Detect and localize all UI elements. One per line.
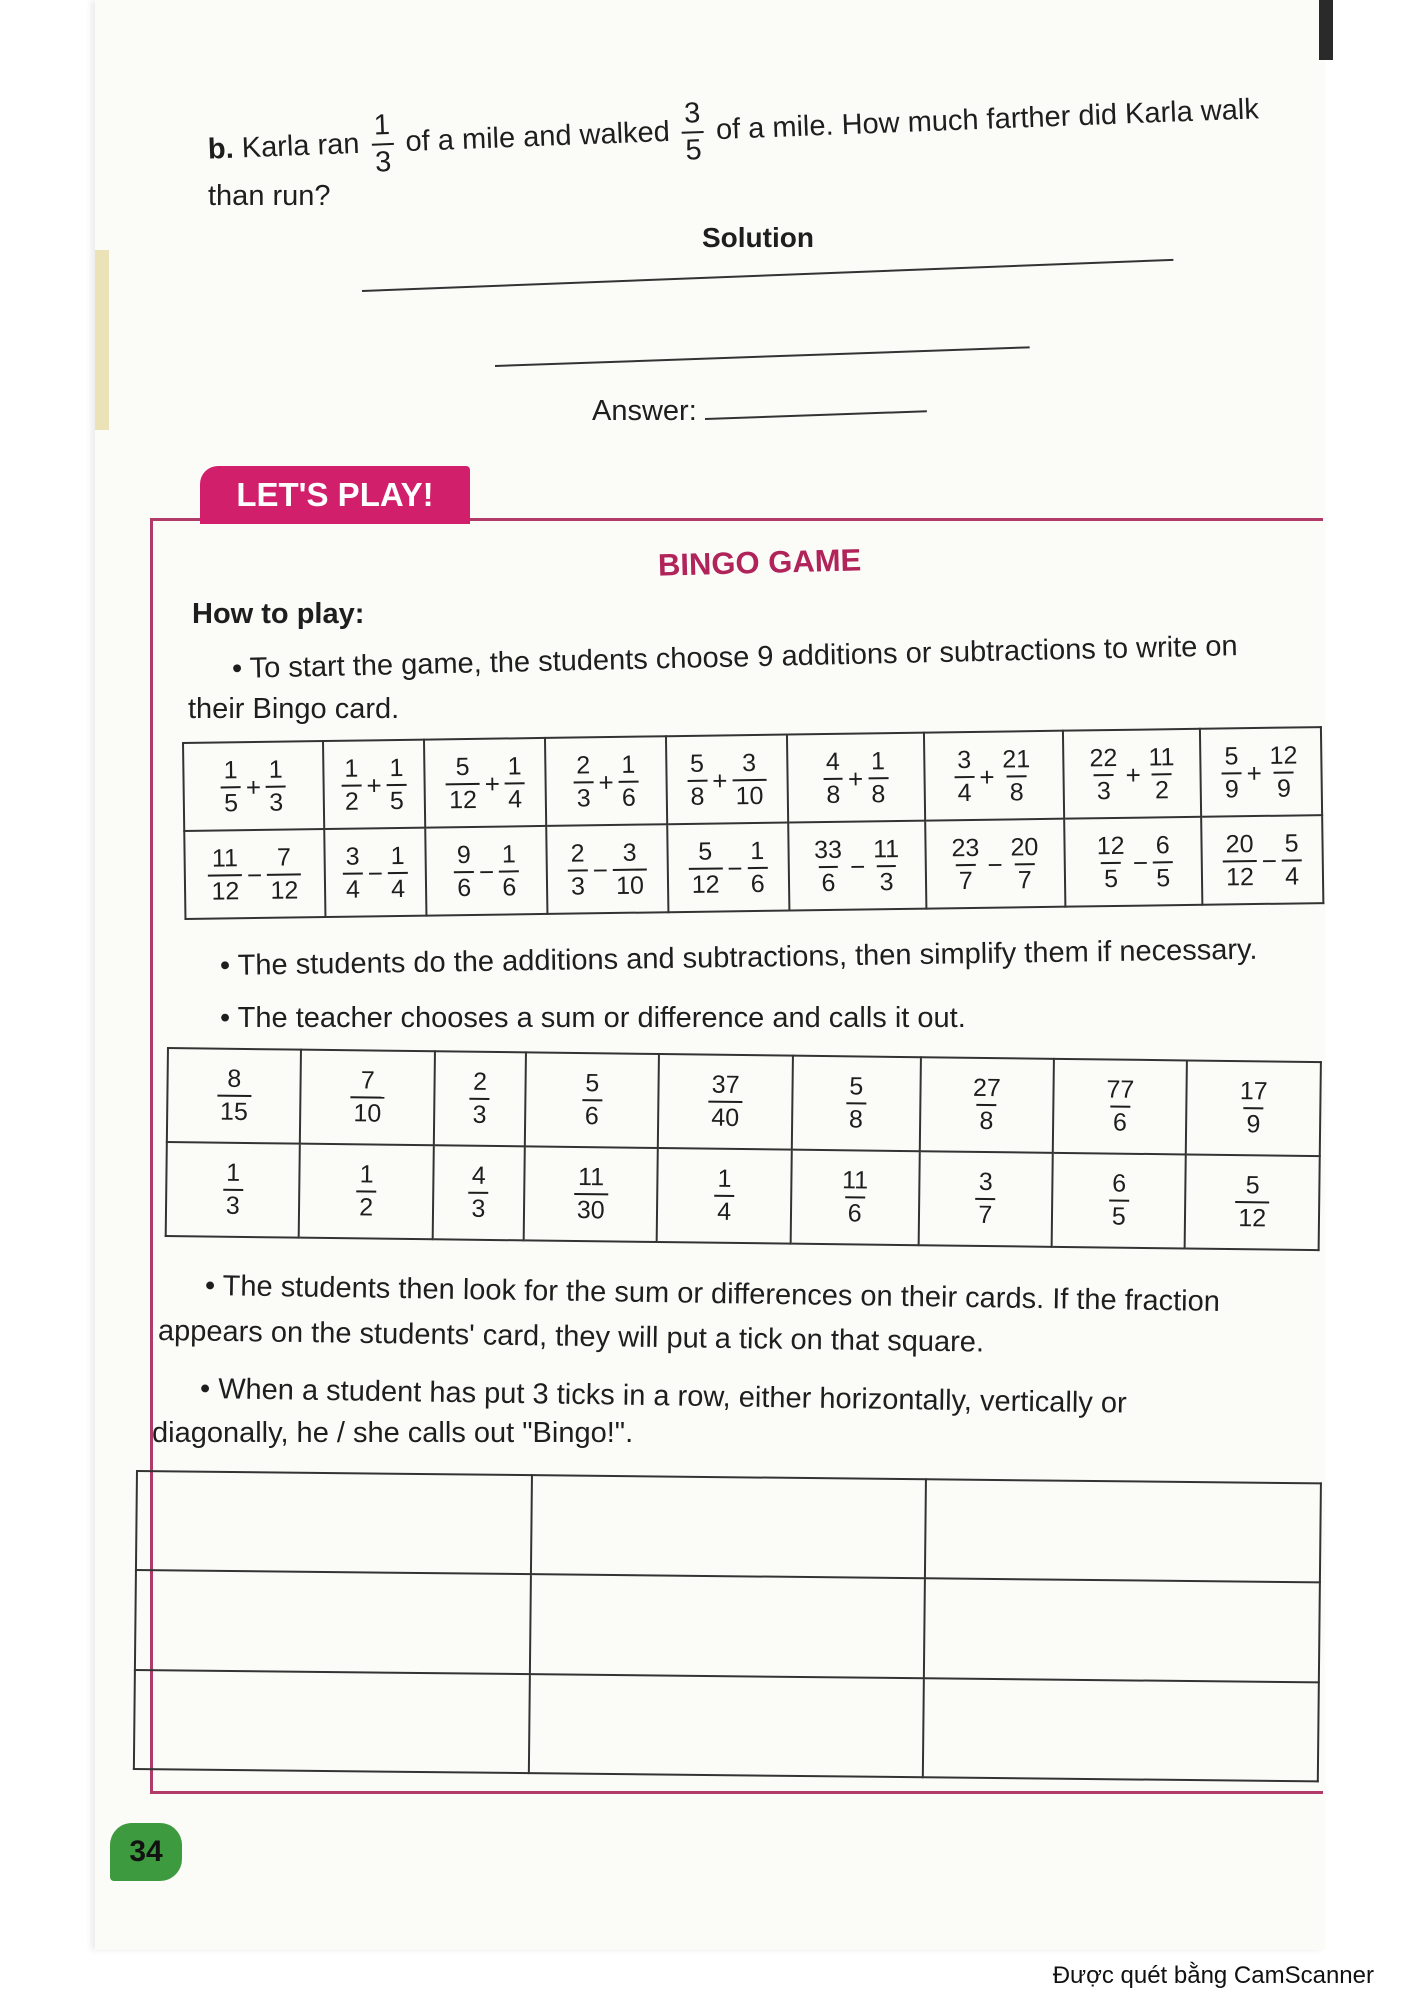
bingo-square[interactable] xyxy=(135,1570,531,1673)
fraction: $\frac{2}{3}$ xyxy=(573,753,594,811)
result-cell xyxy=(300,1050,435,1146)
result-cell xyxy=(525,1052,660,1148)
fraction: $\frac{1}{2}$ xyxy=(341,757,362,815)
operation-cell xyxy=(183,741,324,831)
fraction: $\frac{1}{6}$ xyxy=(618,753,639,811)
fraction: $\frac{3}{10}$ xyxy=(732,751,767,809)
operator: − xyxy=(727,852,743,883)
fraction: $\frac{11}{30}$ xyxy=(574,1165,609,1223)
fraction: $\frac{1}{5}$ xyxy=(221,758,242,816)
step-4-line-1: • The students then look for the sum or differences on their cards. If the fraction xyxy=(204,1270,1221,1318)
fraction: $\frac{5}{12}$ xyxy=(1235,1173,1270,1231)
operation-cell xyxy=(546,824,668,914)
result-cell xyxy=(1186,1060,1321,1156)
question-text-1: Karla ran xyxy=(241,127,360,165)
operator: − xyxy=(849,850,866,882)
fraction: $\frac{1}{3}$ xyxy=(370,111,395,178)
operator: − xyxy=(367,857,384,888)
binding-strip xyxy=(95,250,109,430)
bingo-square[interactable] xyxy=(925,1479,1321,1582)
fraction: $\frac{6}{5}$ xyxy=(1153,833,1174,891)
fraction: $\frac{1}{2}$ xyxy=(356,1162,377,1220)
bingo-square[interactable] xyxy=(136,1471,532,1574)
bingo-square[interactable] xyxy=(529,1674,925,1777)
bingo-square[interactable] xyxy=(134,1670,530,1773)
fraction: $\frac{20}{7}$ xyxy=(1010,833,1039,895)
operator: − xyxy=(1132,847,1149,878)
fraction: $\frac{1}{4}$ xyxy=(505,754,526,812)
bingo-square[interactable] xyxy=(923,1678,1319,1781)
operation-cell xyxy=(1064,817,1202,907)
operation-cell xyxy=(925,819,1066,909)
fraction: $\frac{5}{4}$ xyxy=(1282,831,1303,889)
fraction: $\frac{21}{8}$ xyxy=(1002,745,1031,807)
fraction: $\frac{17}{9}$ xyxy=(1239,1077,1268,1139)
fraction: $\frac{1}{3}$ xyxy=(223,1161,244,1219)
step-1-line-2: their Bingo card. xyxy=(188,693,400,725)
fraction: $\frac{4}{3}$ xyxy=(468,1164,489,1222)
operation-cell xyxy=(1200,727,1322,817)
operation-cell xyxy=(323,740,426,829)
operation-cell xyxy=(786,733,924,823)
fraction: $\frac{11}{2}$ xyxy=(1148,743,1175,805)
fraction: $\frac{9}{6}$ xyxy=(454,843,475,901)
fraction: $\frac{5}{12}$ xyxy=(446,755,481,813)
fraction: $\frac{5}{8}$ xyxy=(687,752,708,810)
fraction: $\frac{1}{3}$ xyxy=(266,758,287,816)
fraction: $\frac{7}{10}$ xyxy=(350,1068,385,1126)
fraction: $\frac{4}{8}$ xyxy=(823,750,844,808)
fraction: $\frac{11}{12}$ xyxy=(208,846,243,904)
operator: + xyxy=(979,761,995,792)
scanner-watermark: Được quét bằng CamScanner xyxy=(1052,1962,1374,1989)
question-text-2: of a mile and walked xyxy=(404,115,671,159)
operator: − xyxy=(987,849,1003,880)
result-cell xyxy=(918,1151,1053,1247)
step-5-line-1: • When a student has put 3 ticks in a row, either horizontally, vertically or xyxy=(199,1373,1127,1420)
result-cell xyxy=(166,1142,301,1238)
bingo-square[interactable] xyxy=(924,1579,1320,1682)
fraction: $\frac{11}{3}$ xyxy=(872,834,900,897)
fraction: $\frac{77}{6}$ xyxy=(1106,1075,1135,1137)
how-to-play-heading: How to play: xyxy=(192,598,365,630)
fraction: $\frac{33}{6}$ xyxy=(813,835,843,898)
result-cell xyxy=(1185,1154,1320,1250)
result-cell xyxy=(657,1148,792,1244)
operation-cell xyxy=(545,736,667,826)
result-cell xyxy=(790,1150,919,1246)
fraction: $\frac{5}{6}$ xyxy=(582,1071,603,1129)
page-edge xyxy=(1319,0,1333,60)
fraction: $\frac{5}{9}$ xyxy=(1221,744,1242,802)
operator: + xyxy=(366,769,382,800)
result-cell xyxy=(299,1144,434,1240)
fraction: $\frac{3}{5}$ xyxy=(681,99,706,166)
fraction: $\frac{12}{5}$ xyxy=(1096,831,1125,894)
step-1-line-1: • To start the game, the students choose 9 additions or subtractions to write on xyxy=(231,630,1238,685)
operator: − xyxy=(478,856,495,887)
operator: + xyxy=(484,768,501,799)
result-cell xyxy=(524,1146,659,1242)
operation-cell xyxy=(788,821,926,911)
step-2: • The students do the additions and subtractions, then simplify them if necessary. xyxy=(219,933,1258,982)
fraction: $\frac{1}{6}$ xyxy=(499,842,520,900)
operator: + xyxy=(847,762,864,794)
fraction: $\frac{22}{3}$ xyxy=(1089,743,1118,806)
bingo-square[interactable] xyxy=(531,1475,927,1578)
result-cell xyxy=(434,1051,526,1146)
fraction: $\frac{2}{3}$ xyxy=(567,841,588,899)
fraction: $\frac{3}{10}$ xyxy=(613,841,648,899)
operator: − xyxy=(592,854,609,885)
operator: + xyxy=(245,771,262,802)
fraction: $\frac{8}{15}$ xyxy=(217,1067,252,1125)
operation-cell xyxy=(1063,729,1201,819)
results-table xyxy=(165,1047,1322,1251)
answer-label: Answer: xyxy=(592,395,697,427)
question-text-3: of a mile. How much farther did Karla walk xyxy=(715,93,1260,147)
game-title: BINGO GAME xyxy=(657,542,862,583)
step-5-line-2: diagonally, he / she calls out "Bingo!". xyxy=(152,1417,634,1449)
fraction: $\frac{5}{12}$ xyxy=(688,839,723,897)
fraction: $\frac{3}{7}$ xyxy=(975,1170,996,1228)
result-cell xyxy=(919,1057,1054,1153)
result-cell xyxy=(1053,1059,1188,1155)
operation-cell xyxy=(424,738,546,828)
result-cell xyxy=(1052,1153,1187,1249)
operation-cell xyxy=(666,735,788,825)
fraction: $\frac{1}{4}$ xyxy=(714,1167,735,1225)
question-text-4: than run? xyxy=(208,180,331,212)
bingo-card xyxy=(133,1470,1322,1782)
fraction: $\frac{12}{9}$ xyxy=(1269,741,1298,803)
result-cell xyxy=(792,1056,921,1152)
fraction: $\frac{6}{5}$ xyxy=(1109,1172,1130,1230)
fraction: $\frac{3}{4}$ xyxy=(342,844,363,902)
operator: + xyxy=(1125,759,1141,790)
lets-play-banner: LET'S PLAY! xyxy=(200,466,470,524)
operator: − xyxy=(1261,845,1278,876)
operation-cell xyxy=(667,823,789,913)
page-number: 34 xyxy=(110,1823,182,1881)
operator: + xyxy=(711,764,728,796)
operation-cell xyxy=(1201,815,1323,905)
operation-cell xyxy=(324,828,427,917)
solution-label: Solution xyxy=(702,222,814,253)
step-4-line-2: appears on the students' card, they will put a tick on that square. xyxy=(157,1315,985,1359)
result-cell xyxy=(433,1145,525,1240)
fraction: $\frac{2}{3}$ xyxy=(469,1070,490,1128)
step-3: • The teacher chooses a sum or difference and calls it out. xyxy=(220,1002,966,1034)
fraction: $\frac{23}{7}$ xyxy=(951,833,980,896)
operations-table xyxy=(182,726,1324,920)
fraction: $\frac{3}{4}$ xyxy=(954,748,975,806)
fraction: $\frac{37}{40}$ xyxy=(708,1073,743,1131)
fraction: $\frac{27}{8}$ xyxy=(972,1073,1001,1136)
fraction: $\frac{1}{4}$ xyxy=(388,844,409,902)
bingo-square[interactable] xyxy=(530,1574,926,1677)
operator: + xyxy=(1246,757,1262,788)
fraction: $\frac{1}{5}$ xyxy=(386,756,407,814)
question-label: b. xyxy=(207,132,235,166)
operator: + xyxy=(598,766,614,797)
fraction: $\frac{11}{6}$ xyxy=(841,1166,869,1228)
fraction: $\frac{7}{12}$ xyxy=(267,845,302,903)
fraction: $\frac{20}{12}$ xyxy=(1223,832,1258,890)
operation-cell xyxy=(426,826,548,916)
operation-cell xyxy=(184,829,325,919)
result-cell xyxy=(167,1048,302,1144)
operation-cell xyxy=(924,731,1065,821)
fraction: $\frac{5}{8}$ xyxy=(846,1074,867,1132)
result-cell xyxy=(658,1054,793,1150)
fraction: $\frac{1}{6}$ xyxy=(747,839,768,897)
fraction: $\frac{1}{8}$ xyxy=(868,749,889,807)
operator: − xyxy=(246,859,263,890)
